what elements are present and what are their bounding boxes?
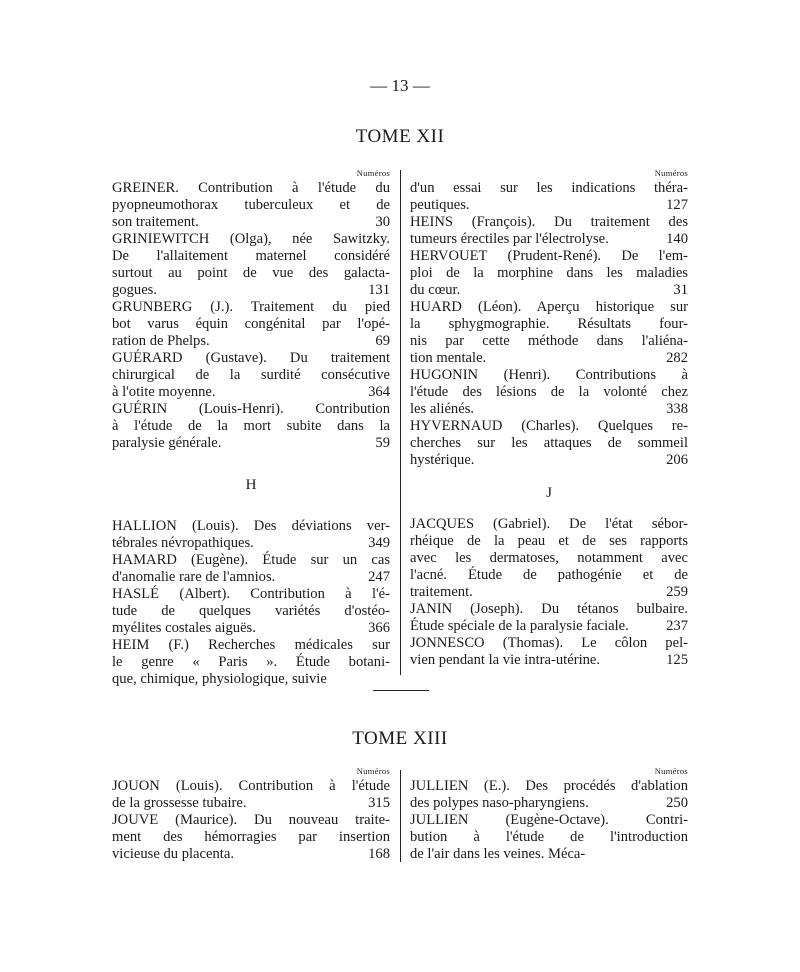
entry-number: 31 (673, 282, 688, 298)
entries (410, 778, 688, 863)
entry-number: 125 (666, 652, 688, 668)
numeros-label: Numéros (356, 168, 390, 178)
entry-line: que, chimique, physiologique, suivie (112, 671, 327, 687)
entry-line: HUGONIN (Henri). Contributions à (410, 367, 688, 383)
entry-line: JOUON (Louis). Contribution à l'étude (112, 778, 390, 794)
entry-line: de la grossesse tubaire. (112, 795, 247, 811)
entry-line: tébrales névropathiques. (112, 535, 254, 551)
entry-line: chirurgical de la surdité consécutive (112, 367, 390, 383)
entry-line: JOUVE (Maurice). Du nouveau traite- (112, 812, 390, 828)
entry-number: 282 (666, 350, 688, 366)
entry-line: pyopneumothorax tuberculeux et de (112, 197, 390, 213)
index-entry (112, 778, 390, 812)
index-entry (112, 299, 390, 350)
entry-line: HERVOUET (Prudent-René). De l'em- (410, 248, 688, 264)
entry-line: GUÉRARD (Gustave). Du traitement (112, 350, 390, 366)
entry-number: 140 (666, 231, 688, 247)
index-entry (410, 299, 688, 367)
entry-line: HAMARD (Eugène). Étude sur un cas (112, 552, 390, 568)
entry-line: tion mentale. (410, 350, 487, 366)
entries (112, 778, 390, 863)
entries (112, 180, 390, 452)
entry-line: surtout au point de vue des galacta- (112, 265, 390, 281)
column-divider (400, 770, 401, 862)
entry-line: peutiques. (410, 197, 470, 213)
entry-line: bot varus équin congénital par l'opé- (112, 316, 390, 332)
index-entry (112, 637, 390, 688)
entries (410, 180, 688, 469)
entry-line: HEIM (F.) Recherches médicales sur (112, 637, 390, 653)
entry-line: l'acné. Étude de pathogénie et de (410, 567, 688, 583)
entry-number: 247 (368, 569, 390, 585)
index-entry (410, 418, 688, 469)
tome-xii-left-column (112, 168, 390, 688)
entry-number: 250 (666, 795, 688, 811)
entry-line: tumeurs érectiles par l'électrolyse. (410, 231, 609, 247)
entry-number: 69 (375, 333, 390, 349)
entry-line: tude de quelques variétés d'ostéo- (112, 603, 390, 619)
index-entry (410, 180, 688, 214)
entry-line: JONNESCO (Thomas). Le côlon pel- (410, 635, 688, 651)
entry-line: d'un essai sur les indications théra- (410, 180, 688, 196)
entry-line: à l'otite moyenne. (112, 384, 216, 400)
index-entry (112, 401, 390, 452)
entry-line: gogues. (112, 282, 157, 298)
entry-line: JULLIEN (Eugène-Octave). Contri- (410, 812, 688, 828)
entry-line: son traitement. (112, 214, 199, 230)
tome-xiii-left-column (112, 766, 390, 863)
entry-line: du cœur. (410, 282, 461, 298)
entry-line: la sphygmographie. Résultats four- (410, 316, 688, 332)
entry-number: 237 (666, 618, 688, 634)
tome-xii-title: TOME XII (355, 126, 445, 147)
entry-line: traitement. (410, 584, 473, 600)
entry-line: avec les dermatoses, notamment avec (410, 550, 688, 566)
entry-line: De l'allaitement maternel considéré (112, 248, 390, 264)
index-entry (410, 778, 688, 812)
entry-line: vien pendant la vie intra-utérine. (410, 652, 601, 668)
entry-line: HALLION (Louis). Des déviations ver- (112, 518, 390, 534)
entry-line: rhéique de la peau et de ses rapports (410, 533, 688, 549)
entry-number: 30 (375, 214, 390, 230)
entry-number: 127 (666, 197, 688, 213)
entry-line: à l'étude de la mort subite dans la (112, 418, 390, 434)
entries (410, 516, 688, 669)
column-divider (400, 170, 401, 675)
index-entry (410, 516, 688, 601)
entry-number: 366 (368, 620, 390, 636)
numeros-label: Numéros (654, 168, 688, 178)
entry-number: 168 (368, 846, 390, 862)
index-entry (112, 812, 390, 863)
entry-line: GUÉRIN (Louis-Henri). Contribution (112, 401, 390, 417)
entry-line: HASLÉ (Albert). Contribution à l'é- (112, 586, 390, 602)
index-entry (410, 601, 688, 635)
entry-line: bution à l'étude de l'introduction (410, 829, 688, 845)
entry-line: Étude spéciale de la paralysie faciale. (410, 618, 629, 634)
index-entry (410, 248, 688, 299)
index-entry (410, 214, 688, 248)
index-entry (410, 812, 688, 863)
entry-number: 349 (368, 535, 390, 551)
tome-xiii-right-column (410, 766, 688, 863)
entry-line: paralysie générale. (112, 435, 222, 451)
tome-xiii-title: TOME XIII (352, 728, 448, 749)
index-entry (112, 552, 390, 586)
entry-line: JANIN (Joseph). Du tétanos bulbaire. (410, 601, 688, 617)
entry-line: hystérique. (410, 452, 475, 468)
entry-line: HUARD (Léon). Aperçu historique sur (410, 299, 688, 315)
entry-line: GREINER. Contribution à l'étude du (112, 180, 390, 196)
entry-number: 364 (368, 384, 390, 400)
entry-line: ment des hémorragies par insertion (112, 829, 390, 845)
index-entry (112, 180, 390, 231)
entry-line: HYVERNAUD (Charles). Quelques re- (410, 418, 688, 434)
entry-number: 131 (368, 282, 390, 298)
entry-line: JACQUES (Gabriel). De l'état sébor- (410, 516, 688, 532)
entry-number: 206 (666, 452, 688, 468)
section-letter-h: H (245, 477, 257, 493)
entry-line: d'anomalie rare de l'amnios. (112, 569, 276, 585)
entry-line: GRINIEWITCH (Olga), née Sawitzky. (112, 231, 390, 247)
entry-number: 338 (666, 401, 688, 417)
entry-line: des polypes naso-pharyngiens. (410, 795, 589, 811)
entry-line: nis par cette méthode dans l'aliéna- (410, 333, 688, 349)
entry-number: 59 (375, 435, 390, 451)
entry-line: de l'air dans les veines. Méca- (410, 846, 586, 862)
index-entry (410, 635, 688, 669)
index-entry (112, 518, 390, 552)
section-letter-j: J (546, 485, 552, 501)
entry-line: HEINS (François). Du traitement des (410, 214, 688, 230)
index-entry (112, 586, 390, 637)
entries (112, 518, 390, 688)
entry-line: l'étude des lésions de la volonté chez (410, 384, 688, 400)
section-separator (373, 690, 429, 691)
entry-number: 315 (368, 795, 390, 811)
entry-number: 259 (666, 584, 688, 600)
entry-line: cherches sur les attaques de sommeil (410, 435, 688, 451)
tome-xii-right-column (410, 168, 688, 669)
index-entry (112, 231, 390, 299)
entry-line: JULLIEN (E.). Des procédés d'ablation (410, 778, 688, 794)
entry-line: myélites costales aiguës. (112, 620, 256, 636)
index-entry (410, 367, 688, 418)
entry-line: vicieuse du placenta. (112, 846, 234, 862)
entry-line: les aliénés. (410, 401, 475, 417)
entry-line: ploi de la morphine dans les maladies (410, 265, 688, 281)
index-entry (112, 350, 390, 401)
entry-line: le genre « Paris ». Étude botani- (112, 654, 390, 670)
numeros-label: Numéros (654, 766, 688, 776)
numeros-label: Numéros (356, 766, 390, 776)
page-number: — 13 — (370, 76, 430, 95)
entry-line: GRUNBERG (J.). Traitement du pied (112, 299, 390, 315)
entry-line: ration de Phelps. (112, 333, 210, 349)
